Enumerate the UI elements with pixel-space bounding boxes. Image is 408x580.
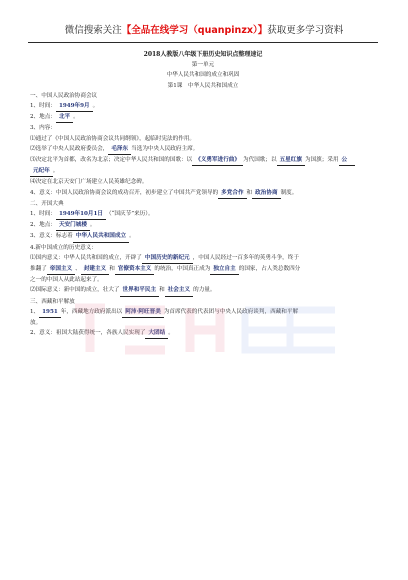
line-text: 。: [129, 233, 135, 240]
content-line: [30, 285, 376, 296]
fill-blank-answer: 元纪年: [30, 166, 53, 177]
line-text: 2、地点：: [30, 222, 56, 229]
content-line: [30, 318, 376, 328]
line-text: 4.新中国成立的历史意义：: [30, 244, 97, 251]
fill-blank-answer: 帝国主义: [47, 264, 75, 275]
line-text: 的统治，中国真正成为: [154, 266, 211, 273]
line-text: 3、意义：标志着: [30, 233, 73, 240]
line-text: 3、内容：: [30, 125, 56, 132]
banner-prefix: 微信搜索关注: [64, 25, 122, 36]
content-line: [30, 199, 376, 209]
line-text: 。: [52, 168, 59, 175]
content-line: [30, 166, 376, 177]
fill-blank-answer: 封建主义: [81, 264, 109, 275]
line-text: （“国庆节”来历）。: [105, 211, 154, 218]
line-text: 和: [159, 287, 165, 294]
content-line: [30, 307, 376, 318]
fill-blank-answer: 阿沛·阿旺晋美: [122, 307, 164, 318]
line-text: 为国旗；采用: [304, 157, 339, 164]
fill-blank-answer: 1949年10月1日: [56, 209, 106, 220]
fill-blank-answer: 大团结: [145, 328, 168, 339]
fill-blank-answer: 世界和平民主: [120, 285, 160, 296]
line-text: 4、意义：中国人民政治协商会议的成功召开，初步建立了中国共产党领导的: [30, 189, 219, 196]
fill-blank-answer: 多党合作: [218, 188, 246, 199]
line-text: 1、: [30, 308, 40, 315]
lesson-title: 第1课 中华人民共和国成立: [167, 82, 239, 89]
line-text: 。: [89, 222, 96, 229]
unit-title: 中华人民共和国的成立和巩固: [166, 72, 240, 79]
line-text: 1、时间：: [30, 103, 56, 110]
line-text: 。: [168, 330, 174, 337]
line-text: ⑷决定在北京天安门广场建立人民英雄纪念碑。: [30, 179, 148, 186]
line-text: ⑴通过了《中国人民政治协商会议共同纲领》，起临时宪法的作用。: [30, 135, 196, 142]
content-line: [30, 243, 376, 253]
content-line: [30, 209, 376, 220]
fill-blank-answer: 中华人民共和国成立: [73, 231, 129, 242]
line-text: 。: [73, 114, 79, 121]
line-text: 推翻了: [30, 266, 47, 273]
content-line: [30, 188, 376, 199]
content-line: [30, 101, 376, 112]
fill-blank-answer: 北平: [56, 112, 73, 123]
content-line: [30, 177, 376, 187]
fill-blank-answer: 社会主义: [165, 285, 193, 296]
line-text: ⑵国际意义：新中国的成立，壮大了: [30, 287, 120, 294]
fill-blank-answer: 五星红旗: [277, 155, 305, 166]
line-text: 和: [109, 266, 115, 273]
fill-blank-answer: 中国历史的新纪元: [142, 253, 193, 264]
content-line: [30, 297, 376, 307]
content-line: [30, 275, 376, 285]
line-text: 为首席代表的代表团与中央人民政府谈判，西藏和平解: [163, 308, 299, 315]
line-text: 1、时间：: [30, 211, 56, 218]
content-line: [30, 264, 376, 275]
document-body: [30, 50, 376, 339]
fill-blank-answer: 《义勇军进行曲》: [192, 155, 243, 166]
fill-blank-answer: 官僚资本主义: [115, 264, 155, 275]
fill-blank-answer: 政治协商: [252, 188, 280, 199]
line-text: 的国家，占人类总数四分: [238, 266, 301, 273]
fill-blank-answer: 公: [339, 155, 355, 166]
content-line: [30, 220, 376, 231]
fill-blank-answer: 1951: [39, 307, 61, 318]
content-line: [30, 112, 376, 123]
line-text: 2、地点：: [30, 114, 56, 121]
line-text: 、: [75, 266, 81, 273]
fill-blank-answer: 1949年9月: [56, 101, 93, 112]
line-text: 和: [246, 189, 253, 196]
line-text: 当选为中央人民政府主席。: [131, 145, 199, 152]
content-line: [30, 231, 376, 242]
content-line: [30, 123, 376, 133]
fill-blank-answer: 独立自主: [210, 264, 238, 275]
fill-blank-answer: 毛泽东: [108, 144, 131, 155]
doc-title: 2018人教版八年级下册历史知识点整理速记: [143, 51, 263, 58]
line-text: 2、意义：祖国大陆获得统一，各族人民实现了: [30, 330, 146, 337]
line-text: 三、西藏和平解放: [30, 298, 75, 305]
line-text: 一、中国人民政治协商会议: [30, 92, 98, 99]
line-text: ⑵选举了中央人民政府委员会，: [30, 145, 109, 152]
content-line: [30, 253, 376, 264]
line-text: ⑴国内意义：中华人民共和国的成立，开辟了: [30, 254, 142, 261]
line-text: 年，西藏地方政府派出以: [60, 308, 123, 315]
content-line: [30, 91, 376, 101]
line-text: ，中国人民经过一百多年的英勇斗争，终于: [192, 254, 299, 261]
content-line: [30, 134, 376, 144]
line-text: ⑶决定北平为首都，改名为北京；决定中华人民共和国的国歌：以: [30, 157, 193, 164]
banner-highlight: 【全品在线学习（quanpinzx）】: [121, 25, 268, 36]
header-divider: [28, 42, 378, 43]
unit-label: 第一单元: [191, 62, 215, 69]
line-text: 为代国歌；以: [243, 157, 277, 164]
line-text: 之一的中国人从此站起来了。: [30, 277, 103, 284]
content-line: [30, 144, 376, 155]
content-line: [30, 328, 376, 339]
content-line: [30, 155, 376, 166]
promo-banner: [0, 22, 408, 36]
line-text: 制度。: [280, 189, 298, 196]
content-lines: [30, 91, 376, 340]
banner-suffix: 获取更多学习资料: [267, 25, 344, 36]
line-text: 放。: [30, 320, 42, 327]
line-text: 二、开国大典: [30, 200, 64, 207]
line-text: 。: [92, 103, 99, 110]
line-text: 的力量。: [193, 287, 216, 294]
fill-blank-answer: 天安门城楼: [56, 220, 90, 231]
